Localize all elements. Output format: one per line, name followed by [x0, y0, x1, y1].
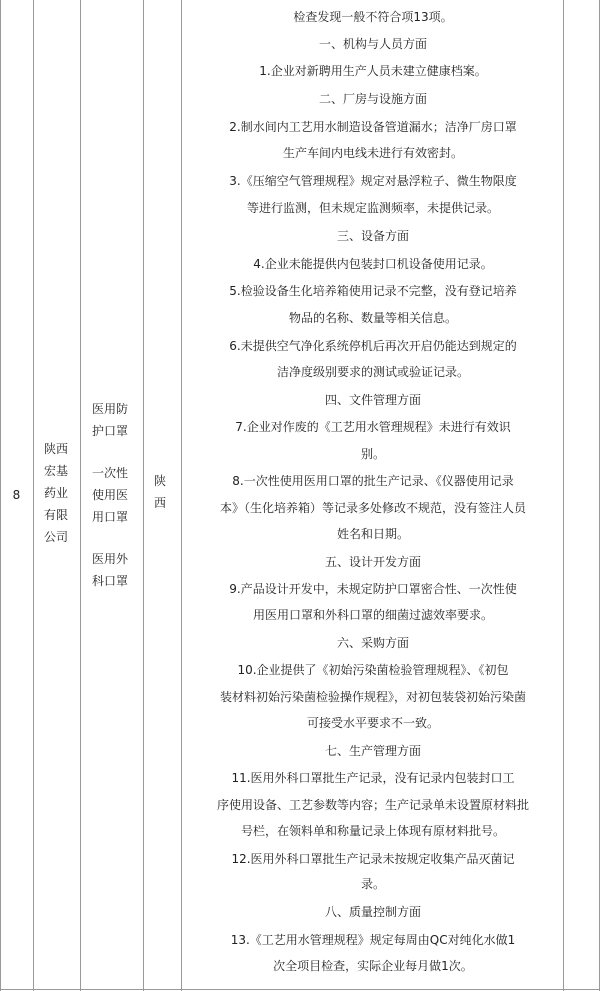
finding-line: 六、采购方面	[336, 636, 409, 650]
finding-line: 姓名和日期。	[336, 527, 409, 541]
finding-line: 次全项目检查，实际企业每月做1次。	[273, 959, 473, 973]
finding-line: 4.企业未能提供内包装封口机设备使用记录。	[253, 257, 493, 271]
finding-line: 10.企业提供了《初始污染菌检验管理规程》、《初包	[237, 663, 509, 677]
product-line: 科口罩	[92, 574, 129, 588]
column-divider	[181, 0, 182, 991]
finding-line: 四、文件管理方面	[324, 393, 421, 407]
finding-line: 7.企业对作废的《工艺用水管理规程》未进行有效识	[235, 420, 511, 434]
product-item	[92, 548, 143, 592]
finding-line: 13.《工艺用水管理规程》规定每周由QC对纯化水做1	[230, 933, 516, 947]
product-line: 一次性	[92, 466, 129, 480]
finding-line: 等进行监测，但未规定监测频率，未提供记录。	[246, 201, 499, 215]
product-item	[92, 398, 143, 442]
finding-line: 11.医用外科口罩批生产记录，没有记录内包装封口工	[231, 771, 515, 785]
table-border-bottom	[0, 989, 600, 990]
finding-line: 七、生产管理方面	[324, 744, 421, 758]
finding-line: 2.制水间内工艺用水制造设备管道漏水；洁净厂房口罩	[229, 120, 517, 134]
company-name	[34, 438, 80, 548]
finding-line: 3.《压缩空气管理规程》规定对悬浮粒子、微生物限度	[229, 174, 517, 188]
product-line: 护口罩	[92, 424, 129, 438]
finding-line: 一、机构与人员方面	[318, 37, 427, 51]
finding-line: 号栏，在领料单和称量记录上体现有原材料批号。	[240, 824, 505, 838]
product-line: 用口罩	[92, 510, 129, 524]
finding-line: 可接受水平要求不一致。	[306, 716, 439, 730]
finding-line: 本》（生化培养箱）等记录多处修改不规范，没有签注人员	[219, 501, 526, 515]
product-line: 使用医	[92, 488, 129, 502]
finding-line: 用医用口罩和外科口罩的细菌过滤效率要求。	[252, 608, 493, 622]
province-line: 西	[154, 496, 167, 510]
finding-line: 生产车间内电线未进行有效密封。	[282, 146, 463, 160]
finding-line: 装材料初始污染菌检验操作规程》，对初包装袋初始污染菌	[219, 690, 526, 704]
finding-line: 6.未提供空气净化系统停机后再次开启仍能达到规定的	[229, 339, 517, 353]
company-name-line: 宏基	[44, 464, 69, 478]
finding-line: 物品的名称、数量等相关信息。	[288, 311, 457, 325]
finding-line: 5.检验设备生化培养箱使用记录不完整，没有登记培养	[229, 284, 517, 298]
province	[144, 470, 181, 514]
finding-line: 洁净度级别要求的测试或验证记录。	[276, 365, 469, 379]
finding-line: 检查发现一般不符合项13项。	[293, 10, 453, 24]
finding-line: 1.企业对新聘用生产人员未建立健康档案。	[259, 64, 487, 78]
finding-line: 录。	[360, 877, 385, 891]
finding-line: 五、设计开发方面	[324, 555, 421, 569]
product-item	[92, 462, 143, 528]
company-name-line: 陕西	[44, 442, 69, 456]
company-name-line: 有限	[44, 508, 69, 522]
product-line: 医用防	[92, 402, 129, 416]
column-divider	[563, 0, 564, 991]
finding-line: 别。	[360, 447, 385, 461]
finding-line: 12.医用外科口罩批生产记录未按规定收集产品灭菌记	[231, 852, 515, 866]
finding-line: 八、质量控制方面	[324, 905, 421, 919]
finding-line: 三、设备方面	[336, 229, 409, 243]
product-line: 医用外	[92, 552, 129, 566]
finding-line: 9.产品设计开发中，未规定防护口罩密合性、一次性使	[229, 582, 517, 596]
company-name-line: 公司	[44, 530, 69, 544]
province-line: 陕	[154, 474, 167, 488]
finding-line: 二、厂房与设施方面	[318, 92, 427, 106]
company-name-line: 药业	[44, 486, 69, 500]
finding-line: 8.一次性使用医用口罩的批生产记录、《仪器使用记录	[232, 474, 514, 488]
row-number: 8	[12, 488, 21, 502]
finding-line: 序使用设备、工艺参数等内容；生产记录单未设置原材料批	[216, 798, 529, 812]
product-list	[81, 398, 143, 612]
